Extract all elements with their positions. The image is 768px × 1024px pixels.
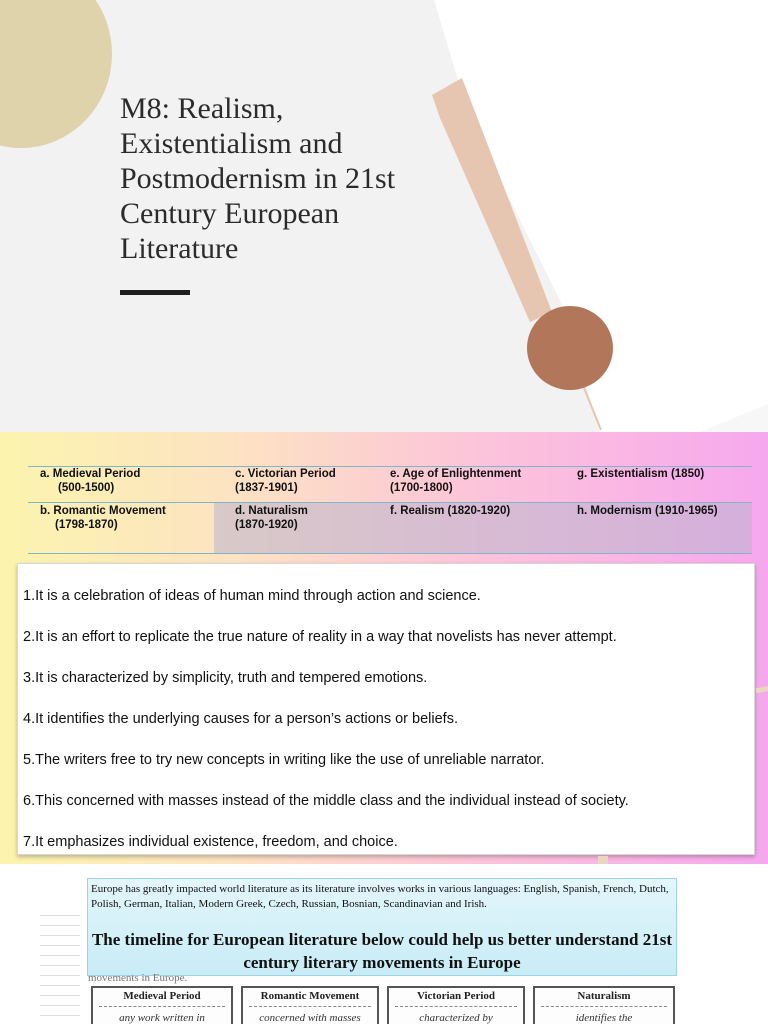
timeline-box [91, 986, 233, 1024]
timeline-box-desc: any work written in [119, 1012, 205, 1024]
decorative-mark [598, 856, 608, 864]
cut-off-text: movements in Europe. [88, 972, 188, 984]
question-item: 7.It emphasizes individual existence, freedom, and choice. [23, 834, 398, 850]
question-item: 6.This concerned with masses instead of the middle class and the individual instead of society. [23, 793, 629, 809]
period-cell: b. Romantic Movement (1798-1870) [40, 505, 166, 531]
timeline-box-title: Romantic Movement [260, 990, 360, 1002]
decorative-tan-circle [0, 0, 112, 148]
timeline-box-divider [249, 1006, 371, 1007]
timeline-box-title: Naturalism [577, 990, 631, 1002]
table-rule [28, 502, 752, 503]
title-underline [120, 290, 190, 295]
timeline-box-divider [99, 1006, 225, 1007]
timeline-box [533, 986, 675, 1024]
timeline-box-title: Medieval Period [123, 990, 201, 1002]
title-slide [0, 0, 768, 432]
period-cell: e. Age of Enlightenment (1700-1800) [390, 468, 522, 494]
timeline-box-desc: characterized by [419, 1012, 493, 1024]
intro-box [87, 878, 677, 976]
timeline-slide [0, 866, 768, 1024]
period-cell: f. Realism (1820-1920) [390, 505, 511, 517]
timeline-box-divider [395, 1006, 517, 1007]
question-item: 4.It identifies the underlying causes for a person’s actions or beliefs. [23, 711, 458, 727]
period-cell: c. Victorian Period (1837-1901) [235, 468, 336, 494]
questions-box [17, 563, 755, 855]
timeline-box [241, 986, 379, 1024]
intro-paragraph: Europe has greatly impacted world literature as its literature involves works in various languages: English, Spanish, French, Dutch, Polish, German, Italian, Modern Greek, Czech, Russian, Bosnian, Scandinavian and Irish. [91, 883, 669, 910]
timeline-box-title: Victorian Period [416, 990, 496, 1002]
period-cell: g. Existentialism (1850) [577, 468, 705, 480]
timeline-box-desc: identifies the [575, 1012, 633, 1024]
quiz-slide [0, 432, 768, 864]
decorative-sketch [40, 906, 80, 1024]
period-cell: h. Modernism (1910-1965) [577, 505, 718, 517]
timeline-box-desc: concerned with masses [259, 1012, 361, 1024]
question-item: 1.It is a celebration of ideas of human mind through action and science. [23, 588, 481, 604]
timeline-box-divider [541, 1006, 667, 1007]
decorative-dash [756, 686, 768, 693]
slide-title: M8: Realism, Existentialism and Postmodernism in 21st Century European Literature [120, 92, 396, 265]
period-cell: a. Medieval Period (500-1500) [40, 468, 141, 494]
question-item: 3.It is characterized by simplicity, truth and tempered emotions. [23, 670, 428, 686]
timeline-box [387, 986, 525, 1024]
decorative-brown-circle [527, 306, 613, 390]
question-item: 2.It is an effort to replicate the true nature of reality in a way that novelists has never attempt. [23, 629, 617, 645]
table-rule [28, 553, 752, 554]
question-item: 5.The writers free to try new concepts in writing like the use of unreliable narrator. [23, 752, 545, 768]
periods-table [28, 464, 752, 554]
period-cell: d. Naturalism (1870-1920) [235, 505, 308, 531]
timeline-heading: The timeline for European literature below could help us better understand 21st century literary movements in Europe [91, 930, 673, 972]
